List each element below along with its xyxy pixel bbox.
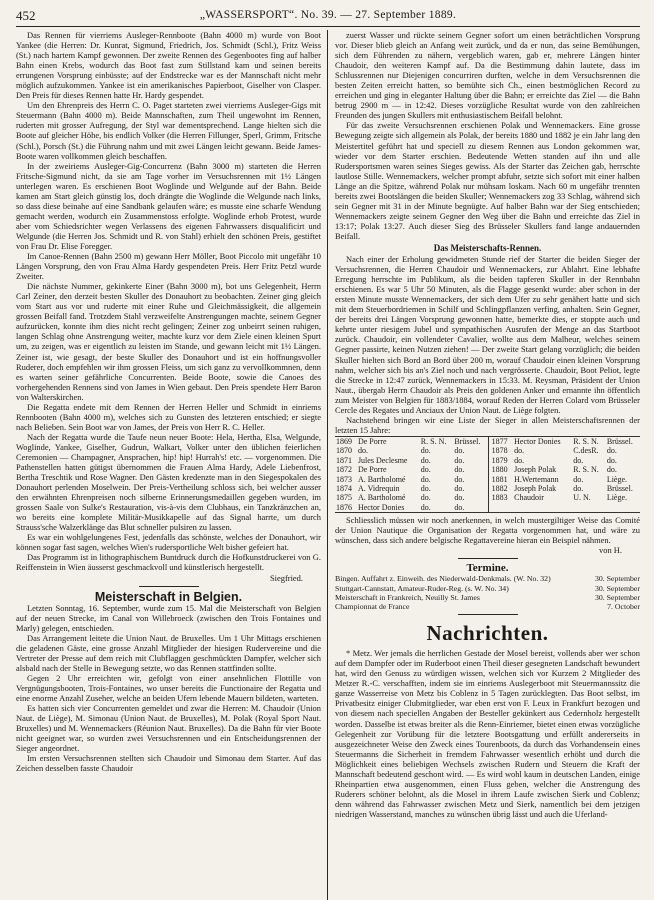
table-cell-year <box>488 503 513 513</box>
table-cell-city: do. <box>606 446 617 456</box>
table-cell-year: 1872 <box>336 465 352 475</box>
table-cell-city: Brüssel. <box>606 483 633 493</box>
table-cell-city: do. <box>454 465 465 475</box>
termine-date: 30. September <box>594 583 640 593</box>
table-cell-city: Brüssel. <box>453 436 488 446</box>
paragraph: Nach einer der Erholung gewidmeten Stunde rief der Starter die beiden Sieger der Versuchsrennen, die Herren Chaudoir und Wennemackers, zur Ablahrt. Eine lebhafte Erregung herrschte im Publikum, als die beiden tapferen Skuller in der Rennbahn erschienen. Es war 5 Uhr 50 Minuten, als die Flagge gesenkt wurde: aber schon in der ersten Minute musste Wennemackers, der sich dem Ufer zu sehr genähert hatte und sich mit dem Steuerbordriemen in Schilf und Schlingpflanzen verfing, anhalten. Sein Gegner, der bereits drei Längen Vorsprung gewonnen hatte, bemerkte dies, er stoppte auch und kehrte unter riesigem Jubel und sympathischen Ausrufen der Menge an das Startboot zurück. Chaudoir, ein vollendeter Cavalier, wollte aus dem Malheur, welches seinem Gegner passirte, keinen Nutzen ziehen! — Der zweite Start gelang vorzüglich; die beiden Skuller hielten sich Bord an Bord über 200 m, worauf Chaudoir einen kleinen Vorsprung nahm, welcher sich bis an's Ziel noch und nach vergrösserte. Chaudoir, Boot Peliot, legte die Strecke in 12:47 zurück, Wennemackers in 15:33. M. Reysman, Präsident der Union Naut., übergab Herrn Chaudoir als Preis den goldenen Anker und ernannte ihn öffentlich zum Meister von Belgien für 1883/1884, worauf Reden der Herren Colard vom Brüsseler Cercle des Regates und Anciaux der Union Naut. de Liège folgten. <box>335 254 640 415</box>
table-cell-name <box>513 503 572 513</box>
table-cell-club: do. <box>573 455 584 465</box>
table-cell-year: 1876 <box>335 503 357 513</box>
table-cell-name: do. <box>514 455 525 465</box>
paragraph: Schliesslich müssen wir noch anerkennen, in welch mustergiltiger Weise das Comité der Union Nautique die Organisation der Regatta vorgenommen hat, und wäre zu wünschen, dass sich andere belgische Regattavereine hieran ein Beispiel nähmen. <box>335 515 640 546</box>
header-rule <box>16 26 640 27</box>
table-cell-year: 1873 <box>336 474 352 484</box>
termine-heading: Termine. <box>466 562 509 575</box>
table-cell-club: R. S. N. <box>420 436 454 446</box>
termine-date: 7. October <box>607 601 640 611</box>
table-cell-name: De Porre <box>357 465 387 475</box>
table-cell-city: do. <box>606 465 617 475</box>
table-cell-club: R. S. N. <box>572 436 606 446</box>
termine-date: 30. September <box>594 592 640 602</box>
table-cell-year: 1871 <box>336 455 352 465</box>
termine-item <box>335 602 640 611</box>
table-cell-year: 1875 <box>336 493 352 503</box>
right-column <box>327 30 640 900</box>
table-cell-name: H.Wertemann <box>514 474 559 484</box>
table-cell-club: do. <box>420 474 431 484</box>
table-cell-name: A. Bartholomé <box>357 474 406 484</box>
table-row <box>335 475 640 484</box>
table-cell-city: Liège. <box>606 493 628 503</box>
table-cell-year: 1870 <box>336 446 352 456</box>
table-cell-club: do. <box>573 474 584 484</box>
table-cell-year: 1869 <box>335 436 357 446</box>
table-cell-club: R. S. N. <box>573 465 599 475</box>
table-cell-city: do. <box>454 446 465 456</box>
table-cell-year: 1874 <box>336 483 352 493</box>
table-cell-year: 1877 <box>488 436 513 446</box>
table-row <box>335 446 640 455</box>
table-row <box>335 484 640 493</box>
table-cell-city: do. <box>606 455 617 465</box>
table-cell-city: do. <box>453 503 488 513</box>
author-signature: Siegfried. <box>269 572 303 583</box>
table-cell-name: do. <box>514 446 525 456</box>
paragraph: Letzten Sonntag, 16. September, wurde zum 15. Mal die Meisterschaft von Belgien auf der neuen Strecke, im Canal von Willebroeck (zwischen den Trois Fontaines und Marly) gelegen, entschieden. <box>16 602 321 633</box>
table-row <box>335 436 640 446</box>
paragraph: Für das zweite Versuchsrennen erschienen Polak und Wennemackers. Eine grosse Bewegung zeigte sich allgemein als Polak, der bereits 1880 und 1882 je ein Jahr lang den Meistertitel geführt hat und speciell zu diesem Rennen aus London gekommen war, wieder vor dem Starter erschien. Bedeutende Wetten standen auf ihn und alle Rudersportsmen waren seines Sieges gewiss. Als der Starter das Zeichen gab, herrschte lautlose Stille. Wennemackers, welcher prompt abfuhr, setzte sich sofort mit einer halben Länge an die Spitze, während Polak nur mühsam loskam. Nach 60 m ungefähr trennten bereits zwei Bootslängen die beiden Skuller; Wennemackers zog 33 Schlag, während sich sein Gegner mit 31 in der Minute begnügte. Auf halber Bahn war der Sieg entschieden; Wennemackers zeigte seinem Gegner den Weg über die Bahn und erreichte das Ziel in 13:17; Polak 13:27. Auch dieser Sieg des Brüsseler Skullers fand lange andauernden Beifall. <box>335 120 640 241</box>
table-cell-club: do. <box>420 455 431 465</box>
columns <box>16 30 640 900</box>
section-divider <box>458 558 518 559</box>
table-row <box>335 493 640 502</box>
table-cell-name: Joseph Polak <box>514 483 557 493</box>
termine-item <box>335 584 640 593</box>
section-divider <box>458 614 518 615</box>
table-cell-city: Liège. <box>606 474 628 484</box>
termine-event: Meisterschaft in Frankreich, Neuilly St. James <box>335 592 480 602</box>
termine-list <box>335 574 640 611</box>
table-cell-club: do. <box>420 446 431 456</box>
table-cell-club: do. <box>420 483 431 493</box>
table-cell-name: A. Vidrequin <box>357 483 400 493</box>
nachrichten-heading: Nachrichten. <box>426 621 549 646</box>
section-heading-belgien: Meisterschaft in Belgien. <box>94 589 243 604</box>
table-cell-name: A. Bartholomé <box>357 493 406 503</box>
table-cell-name: Chaudoir <box>514 493 544 503</box>
author-signature: von H. <box>599 545 622 556</box>
table-cell-year: 1879 <box>488 456 513 465</box>
table-cell-city <box>606 503 640 513</box>
section-divider <box>139 586 199 587</box>
table-cell-year: 1883 <box>488 493 513 502</box>
paragraph: In der zweiriems Ausleger-Gig-Concurrenz (Bahn 3000 m) starteten die Herren Fritsche-Sigmund nicht, da sie am Tage vorher im Versuchsrennen mit 1½ Längen unterlegen waren. Es erschienen Boot Woglinde und Welgunde auf der Bahn. Beide kamen am Start gleich günstig los, doch drängte die Woglinde die Welgunde nach links, so dass diese beinahe auf eine Sandbank gelaufen wäre; es musste eine scharfe Wendung gemacht werden, wodurch ein Zusammenstoss erfolgte. Woglinde erhob Protest, wurde aber vom Schiedsrichter wegen Verlassens des eigenen Fahrwassers disqualificirt und Welgunde (die Herren Jos. Schmidt und R. von Stahl) erhielt den schönen Preis, gestiftet von Frau Dr. Elise Foregger. <box>16 160 321 251</box>
paragraph: Das Programm ist in lithographischem Buntdruck durch die Hofkunstdruckerei von G. Reiffenstein in Wien äusserst geschmackvoll und künstlerisch hergestellt. <box>16 552 321 573</box>
paragraph: Nachstehend bringen wir eine Liste der Sieger in allen Meisterschaftsrennen der letzten 15 Jahre: <box>335 414 640 435</box>
table-cell-club: do. <box>573 483 584 493</box>
table-cell-city: do. <box>454 474 465 484</box>
paragraph: Es war ein wohlgelungenes Fest, jedenfalls das schönste, welches der Donauhort, wir können sogar fast sagen, welches Wien's rudersportliche Welt bisher gefeiert hat. <box>16 532 321 553</box>
termine-date: 30. September <box>594 574 640 584</box>
termine-item <box>335 593 640 602</box>
paragraph: Im Canoe-Rennen (Bahn 2500 m) gewann Herr Möller, Boot Piccolo mit ungefähr 10 Längen Vorsprung, den von Frau Alma Hardy gespendeten Preis. Herr Fritz Petzl wurde Zweiter. <box>16 251 321 282</box>
table-cell-club <box>572 503 606 513</box>
table-cell-club: do. <box>420 493 431 503</box>
table-cell-name: do. <box>357 446 368 456</box>
table-cell-year: 1882 <box>488 484 513 493</box>
table-row <box>335 456 640 465</box>
paragraph: Im ersten Versuchsrennen stellten sich Chaudoir und Simonau dem Starter. Auf das Zeichen desselben fasste Chaudoir <box>16 753 321 774</box>
table-cell-city: Brüssel. <box>606 436 640 446</box>
page-number: 452 <box>16 8 36 23</box>
subheading-meisterschafts-rennen: Das Meisterschafts-Rennen. <box>433 242 542 253</box>
paragraph: Die Regatta endete mit dem Rennen der Herren Heller und Schmidt in einriems Rennbooten (Bahn 4000 m), welches sich zu Gunsten des letzteren entschied; er siegte nach Belieben. Sein Boot war von James, der Preis von Herr R. C. Heller. <box>16 401 321 432</box>
table-row <box>335 503 640 513</box>
termine-item <box>335 574 640 583</box>
paragraph: Es hatten sich vier Concurrenten gemeldet und zwar die Herren: M. Chaudoir (Union Naut. de Liège), M. Simonau (Union Naut. de Bruxelles), M. Polak (Royal Sport Naut. Bruxelles) und M. Wennemackers (Réunion Naut. Bruxelles). Da die Bahn für vier Boote nicht geeignet war, so wurden zwei Versuchsrennen und ein Entscheidungsrennen der Sieger angeordnet. <box>16 703 321 754</box>
termine-event: Bingen. Auffahrt z. Einweih. des Niederwald-Denkmals. (W. No. 32) <box>335 574 551 584</box>
table-cell-city: do. <box>454 483 465 493</box>
paragraph: Um den Ehrenpreis des Herrn C. O. Paget starteten zwei vierriems Ausleger-Gigs mit Steuermann (Bahn 4000 m). Beide Mannschaften, zum Theil ungewohnt im Rennen, ruderten mit grosser Aufregung, der Styl war dementsprechend. Lange hielten sich die Boote auf gleicher Höhe, bis endlich Volker (die Herren Fillunger, Sperl, Grimm, Fritsche (Schl.), Porsch (St.) die Führung nahm und mit zwei Längen leicht gewann. Beide James-Boote waren vollkommen gleich beschaffen. <box>16 100 321 161</box>
paragraph: Das Arrangement leitete die Union Naut. de Bruxelles. Um 1 Uhr Mittags erschienen die geladenen Gäste, eine grosse Anzahl Mitglieder der hiesigen Rudervereine und die Vertreter der Presse auf dem reich mit Clubflaggen geschmückten Dampfer, welcher sich alsbald nach der Stelle in Bewegung setzte, wo das Rennen stattfinden sollte. <box>16 632 321 673</box>
table-cell-year: 1881 <box>488 475 513 484</box>
winners-table <box>335 436 640 513</box>
table-cell-club: do. <box>420 503 454 513</box>
paragraph: Das Rennen für vierriems Ausleger-Rennboote (Bahn 4000 m) wurde von Boot Yankee (die Herren: Dr. Kunrat, Sigmund, Friedrich, Jos. Schmidt (Schl.), Fritz Weiss (St.) nach hartem Kampf gewonnen. Der zweite Rennen des Gegenbootes fing auf halber Bahn einen Krebs, wodurch das Boot fast zum Stillstand kam und seinen bereits errungenen Vorsprung einbüsste; auf der Endstrecke war es der Mannschaft nicht mehr möglich aufzukommen. Yankee ist ein amerikanisches Papierboot, Giselher von Clasper. Den Preis für dieses Rennen hatte Hr. Hardy gespendet. <box>16 30 321 101</box>
table-cell-club: C.desR. <box>573 446 599 456</box>
table-cell-name: De Porre <box>357 436 420 446</box>
table-cell-city: do. <box>454 493 465 503</box>
table-row <box>335 465 640 474</box>
table-cell-club: do. <box>420 465 431 475</box>
left-column <box>16 30 327 900</box>
table-cell-year: 1880 <box>488 465 513 474</box>
page-header <box>16 6 640 24</box>
table-cell-city: do. <box>454 455 465 465</box>
paragraph: zuerst Wasser und rückte seinem Gegner sofort um einen beträchtlichen Vorsprung vor. Dieser blieb gleich an Anfang weit zurück, und da er nun, das seine Bemühungen, sich dem Führenden zu nähern, vergeblich waren, gab er, mehrere Längen hinter Chaudoir, den weiteren Kampf auf. Da die Bestimmung dahin lautete, dass im Schlussrennen nur Diejenigen concurriren durften, welche in dem Versuchsrennen die besten Zeiten erreicht hatten, so bemühte sich Ch., einen bestmöglichen Record zu erreichen und ging in eleganter Haltung über die Bahn; er erreichte das Ziel — die Bahn betrug 2900 m — in 12:42. Dieses vorzügliche Resultat wurde von den zahlreichen Freunden des jungen Skullers mit enthusiastischem Beifall belohnt. <box>335 30 640 121</box>
table-cell-year: 1878 <box>488 446 513 455</box>
running-title: „WASSERSPORT“. No. 39. — 27. September 1889. <box>199 9 457 21</box>
table-cell-name: Hector Donies <box>513 436 572 446</box>
termine-event: Stuttgart-Cannstatt, Amateur-Ruder-Reg. (s. W. No. 34) <box>335 583 509 593</box>
table-cell-name: Hector Donies <box>357 503 420 513</box>
termine-event: Championnat de France <box>335 601 410 611</box>
paragraph: Gegen 2 Uhr erreichten wir, gefolgt von einer ansehnlichen Flottille von Vergnügungsbooten, Trois-Fontaines, wo unser bereits die Functionaire der Regatta und eine enorme Anzahl Zuseher, welche an beiden Ufern lebende Mauern bildeten, warteten. <box>16 672 321 704</box>
paragraph: Nach der Regatta wurde die Taufe neun neuer Boote: Hela, Hertha, Elsa, Welgunde, Woglinde, Yankee, Giselher, Gudrun, Walkart, Volker unter den üblichen feierlichen Ceremonien — Champagner, Ansprachen, hip! hip! Hurrah's! etc. — vorgenommen. Die Pathenstellen hatten gütigst übernommen die Frauen Alma Hardy, Adele Liebenfrost, Bertha Treschtik und Rose Wagner. Den Gästen kredenzte man in den Siegespokalen des Donauhort perlenden Moselwein. Der Preis-Vertheilung schloss sich, bei welcher ausser den erwähnten Ehrenpreisen noch silberne Erinnerungsmedaillen gegeben wurden, im grossen Saale von Sulke's Restauration, vis-à-vis dem Clubhaus, ein Tanzkränzchen an, wo bereits eine komplete Militär-Musikkapelle auf das Signal harrte, um durch Strauss'sche Walzerklänge das Blut schneller pulsiren zu lassen. <box>16 431 321 533</box>
table-cell-name: Jules Declesme <box>357 455 408 465</box>
paragraph: * Metz. Wer jemals die herrlichen Gestade der Mosel bereist, vollends aber wer schon auf dem Dampfer oder im Ruderboot einen Theil dieser gesegneten Landschaft bewundert hat, wird den Genuss zu würdigen wissen, welchen sich vor Kurzem 2 Mitglieder des Metzer R.-C. verschafften, indem sie im einriems Auslegerboot mit Steuermannssitz die ganze Wasserreise von Metz bis Coblenz in 5 Tagen zurücklegten. Das Boot selbst, im Privatbesitz einiger Clubmitglieder, war eben erst von F. Leux in Frankfurt bezogen und von diesem nach speciellen Angaben der Besteller gekünkert aus Cedernholz hergestellt worden. Dasselbe ist etwas breiter als die Renn-Einriemer, bietet einen etwas vorzügliche Gelegenheit zur Vorübung für die letztere Bootsgattung und erfüllt andererseits in ausgezeichneter Weise den Zweck eines Tourenboots, da durch das Vorhandensein eines Steuermanns die Sicherheit in fremdem Fahrwasser wesentlich erhöht und durch die Möglichkeit eines beliebigen Wechsels zwischen Rudern und Steuern die Kraft der Mannschaft bedeutend geschont wird. — Es wird wohl kaum in deutschen Landen, einige Rheinpartien etwa ausgenommen, einen Fluss geben, welcher die Anstrengung des Ruderers schöner belohnt, als die Mosel in ihrem Laufe zwischen Sierk und Coblenz; denn während das Fahrwasser zwischen Metz und Sierk, namentlich bei dem jetzigen niedrigen Wasserstand, manches zu wünschen übrig lässt und auch die Uferland- <box>335 648 640 819</box>
table-cell-name: Joseph Polak <box>514 465 557 475</box>
paragraph: Die nächste Nummer, gekinkerte Einer (Bahn 3000 m), bot uns Gelegenheit, Herrn Carl Zeiner, den derzeit besten Skuller des Donauhort zu beobachten. Zeiner ging gleich vom Start aus vor und ruderte mit einer Ruhe und Gleichmässigkeit, die allgemein grossen Beifall fand. Trotzdem Stahl verzweifelte Anstrengungen machte, seinem Gegner aufzurücken, konnte ihm dies nicht recht gelingen; Zeiner zog unbeirrt seinen ruhigen, langen Schlag ohne Anstrengung weiter, machte kurz vor dem Ziele einen kleinen Spurt um, zu zeigen, was er eigentlich zu leisten im Stande, und gewann leicht mit 1½ Längen. Zeiner ist, wie gesagt, der beste Skuller des Donauhort und ist ein hoffnungsvoller Ruderer, doch empfehlen wir ihm grossen Fleiss, um sich ganz zu vervollkommnen, denn es warten seiner gefährliche Concurrenten. Beide Boote, sowie die Canoes des vorhergehenden Rennens sind von James in Wien gebaut. Den Preis spendete Herr Baron von Walterskirchen. <box>16 281 321 402</box>
table-cell-club: U. N. <box>573 493 591 503</box>
